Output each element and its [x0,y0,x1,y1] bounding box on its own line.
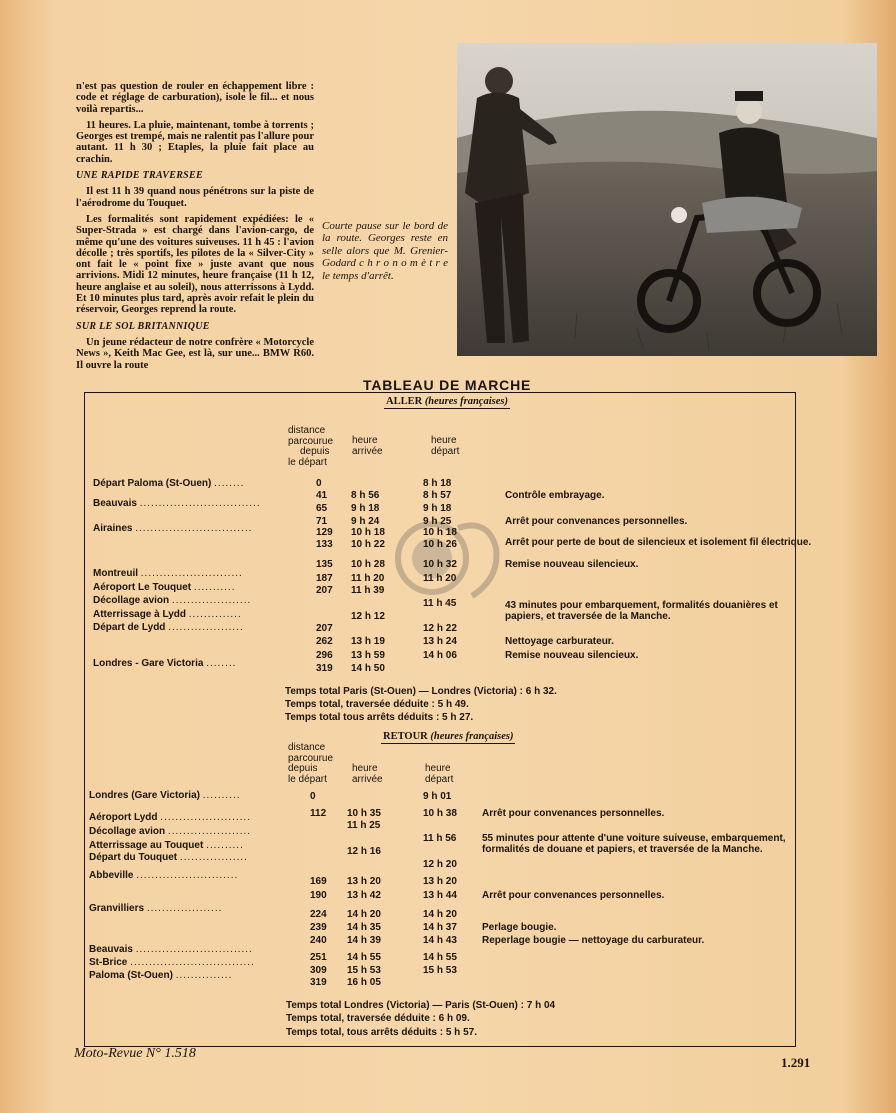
header-line: distance [288,742,326,753]
stage-name [93,568,243,580]
arrival-cell: 9 h 18 [351,503,380,514]
retour-subtitle: (heures françaises) [430,731,514,742]
total-time-line: Temps total, traversée déduite : 5 h 49. [285,699,469,710]
header-line: heure [431,435,457,446]
distance-cell: 309 [310,965,327,976]
departure-cell: 11 h 56 [423,833,457,844]
arrival-cell: 13 h 20 [347,876,381,887]
stage-label: Départ du Touquet [89,852,180,863]
arrival-cell: 13 h 42 [347,890,381,901]
stage-name [93,595,251,607]
header-line: heure [352,435,378,446]
leader-dots: ............... [175,970,233,981]
leader-dots: ........ [206,658,237,669]
intro-paragraph: Il est 11 h 39 quand nous pénétrons sur la piste de l'aérodrome du Touquet. [76,186,314,209]
stage-label: Aéroport Le Touquet [93,582,194,593]
leader-dots: ........ [214,478,245,489]
stage-label: Airaines [93,523,136,534]
distance-cell: 65 [316,503,328,514]
total-time-line: Temps total, tous arrêts déduits : 5 h 57. [286,1027,477,1038]
arrival-cell: 10 h 22 [351,539,385,550]
header-line: départ [425,773,454,785]
leader-dots: ............................... [135,523,253,534]
remark-cell: Remise nouveau silencieux. [505,650,639,661]
total-time-line: Temps total, traversée déduite : 6 h 09. [286,1013,470,1024]
leader-dots: ..................... [171,595,252,606]
arrival-cell: 10 h 35 [347,808,381,819]
intro-paragraph: 11 heures. La pluie, maintenant, tombe à torrents ; Georges est trempé, mais ne ralentit pas l'allure pour autant. 11 h 30 ; Etaples, la pluie fait place au crachin. [76,119,314,165]
page-number: 1.291 [781,1055,811,1070]
header-distance [288,426,333,468]
table-title: TABLEAU DE MARCHE [363,377,532,393]
header-line: parcourue [288,752,334,764]
stage-label: Départ de Lydd [93,622,169,633]
arrival-cell: 16 h 05 [347,977,381,988]
leader-dots: .............. [188,609,242,620]
stage-label: Londres (Gare Victoria) [89,790,203,801]
stage-name [93,622,244,634]
departure-cell: 14 h 55 [423,952,457,963]
distance-cell: 0 [316,478,322,489]
departure-cell: 12 h 20 [423,859,457,870]
aller-section-title [384,396,510,409]
departure-cell: 13 h 20 [423,876,457,887]
header-line: distance [288,425,326,436]
distance-cell: 262 [316,636,333,647]
arrival-cell: 14 h 55 [347,952,381,963]
leader-dots: ........................... [140,568,243,579]
departure-cell: 10 h 18 [423,527,457,538]
total-time-line: Temps total Paris (St-Ouen) — Londres (Victoria) : 6 h 32. [285,686,557,697]
remark-cell: 55 minutes pour attente d'une voiture suiveuse, embarquement, formalités de douane et papiers, et traversée de la Manche. [482,833,786,855]
distance-cell: 41 [316,490,328,501]
aller-title: ALLER [386,396,423,407]
distance-cell: 71 [316,516,328,527]
arrival-cell: 14 h 39 [347,935,381,946]
remark-cell: Perlage bougie. [482,922,557,933]
distance-cell: 169 [310,876,327,887]
total-time-line: Temps total tous arrêts déduits : 5 h 27. [285,712,474,723]
leader-dots: ........................ [160,812,251,823]
arrival-cell: 15 h 53 [347,965,381,976]
departure-cell: 9 h 18 [423,503,452,514]
retour-section-title [381,731,515,744]
distance-cell: 0 [310,791,316,802]
stage-label: Londres - Gare Victoria [93,658,207,669]
header-line: depuis [300,446,330,457]
stage-name [93,658,236,670]
distance-cell: 240 [310,935,327,946]
header-arrivee [352,764,383,785]
header-line: heure [425,763,451,774]
leader-dots: ........... [193,582,236,593]
intro-column [76,81,314,376]
header-arrivee [352,436,383,457]
arrival-cell: 11 h 39 [351,585,385,596]
remark-cell: Remise nouveau silencieux. [505,559,639,570]
stage-label: Abbeville [89,870,137,881]
arrival-cell: 14 h 20 [347,909,381,920]
stage-label: Atterrissage au Touquet [89,840,207,851]
header-line: heure [352,763,378,774]
header-line: le départ [288,456,327,468]
distance-cell: 319 [316,663,333,674]
departure-cell: 14 h 20 [423,909,457,920]
remark-cell: Reperlage bougie — nettoyage du carburateur. [482,935,705,946]
distance-cell: 133 [316,539,333,550]
header-line: depuis [288,763,318,774]
stage-name [89,790,241,802]
departure-cell: 12 h 22 [423,623,457,634]
retour-title: RETOUR [383,731,428,742]
departure-cell: 13 h 44 [423,890,457,901]
stage-label: Décollage avion [93,595,172,606]
departure-cell: 10 h 32 [423,559,457,570]
departure-cell: 14 h 06 [423,650,457,661]
leader-dots: ................................ [139,498,261,509]
remark-cell: Arrêt pour convenances personnelles. [482,808,665,819]
stage-label: St-Brice [89,957,131,968]
arrival-cell: 13 h 59 [351,650,385,661]
arrival-cell: 13 h 19 [351,636,385,647]
section-heading: SUR LE SOL BRITANNIQUE [76,320,210,332]
leader-dots: .......... [206,840,244,851]
photo-illustration [457,43,877,356]
stage-name [89,826,251,838]
stage-label: Granvilliers [89,903,147,914]
remark-cell: Contrôle embrayage. [505,490,605,501]
remark-cell: Arrêt pour convenances personnelles. [505,516,688,527]
photo-caption: Courte pause sur le bord de la route. Georges reste en selle alors que M. Grenier-Godard c h r o n o m è t r e le temps d'arrêt. [322,220,448,282]
leader-dots: ............................... [135,944,253,955]
stage-name [89,812,251,824]
remark-cell: Arrêt pour perte de bout de silencieux et isolement fil électrique. [505,537,812,548]
stage-label: Beauvais [93,498,140,509]
intro-paragraph: Un jeune rédacteur de notre confrère « Motorcycle News », Keith Mac Gee, est là, sur une... BMW R60. Il ouvre la route [76,336,314,371]
leader-dots: ...................... [167,826,252,837]
stage-name [93,498,261,510]
departure-cell: 14 h 37 [423,922,457,933]
stage-name [89,903,222,915]
section-heading: UNE RAPIDE TRAVERSEE [76,170,203,182]
departure-cell: 11 h 45 [423,598,457,609]
distance-cell: 207 [316,623,333,634]
stage-name [93,523,252,535]
leader-dots: ........................... [136,870,239,881]
stage-name [93,582,235,594]
header-line: parcourue [288,435,334,447]
stage-name [89,840,244,852]
header-depart [431,436,459,457]
stage-name [93,609,242,621]
distance-cell: 129 [316,527,333,538]
total-time-line: Temps total Londres (Victoria) — Paris (St-Ouen) : 7 h 04 [286,1000,556,1011]
header-line: arrivée [352,773,383,785]
header-line: arrivée [352,445,383,457]
departure-cell: 9 h 01 [423,791,452,802]
departure-cell: 10 h 26 [423,539,457,550]
distance-cell: 190 [310,890,327,901]
stage-label: Paloma (St-Ouen) [89,970,176,981]
header-distance [288,743,333,785]
arrival-cell: 12 h 16 [347,846,381,857]
remark-cell: 43 minutes pour embarquement, formalités douanières et papiers, et traversée de la Manche. [505,600,778,622]
leader-dots: ................................. [130,957,255,968]
stage-label: Décollage avion [89,826,168,837]
distance-cell: 319 [310,977,327,988]
distance-cell: 224 [310,909,327,920]
remark-cell: Arrêt pour convenances personnelles. [482,890,665,901]
distance-cell: 296 [316,650,333,661]
departure-cell: 8 h 18 [423,478,452,489]
stage-name [93,478,244,490]
departure-cell: 8 h 57 [423,490,452,501]
stage-label: Aéroport Lydd [89,812,161,823]
stage-label: Montreuil [93,568,141,579]
leader-dots: .......... [202,790,241,801]
leader-dots: .................. [179,852,248,863]
arrival-cell: 10 h 28 [351,559,385,570]
arrival-cell: 10 h 18 [351,527,385,538]
arrival-cell: 11 h 20 [351,573,385,584]
header-line: le départ [288,773,327,785]
distance-cell: 207 [316,585,333,596]
intro-paragraph: Les formalités sont rapidement expédiées: le « Super-Strada » est chargé dans l'avion-cargo, de même qu'une des voitures suiveuses. 11 h 45 : l'avion décolle ; très sportifs, les pilotes de la « Silver-City » ont fait le « point fixe » juste avant que nous arrivions. Midi 12 minutes, heure française (11 h 12, heure anglaise et au soleil), nous atterrissons à Lydd. Et 10 minutes plus tard, après avoir refait le plein du réservoir, Georges reprend la route. [76,213,314,316]
header-line: départ [431,445,460,457]
magazine-issue: Moto-Revue N° 1.518 [74,1046,196,1061]
arrival-cell: 9 h 24 [351,516,380,527]
arrival-cell: 11 h 25 [347,820,381,831]
stage-name [89,944,253,956]
stage-name [89,970,232,982]
stage-label: Beauvais [89,944,136,955]
distance-cell: 251 [310,952,327,963]
distance-cell: 112 [310,808,327,819]
stage-name [89,957,255,969]
arrival-cell: 14 h 50 [351,663,385,674]
departure-cell: 13 h 24 [423,636,457,647]
stage-label: Atterrissage à Lydd [93,609,189,620]
departure-cell: 9 h 25 [423,516,452,527]
stage-name [89,852,248,864]
intro-paragraph: n'est pas question de rouler en échappement libre : code et réglage de carburation), isole le fil... et nous voilà repartis... [76,81,314,115]
stage-name [89,870,238,882]
stage-label: Départ Paloma (St-Ouen) [93,478,215,489]
departure-cell: 15 h 53 [423,965,457,976]
distance-cell: 187 [316,573,333,584]
photo-roadside-stop [457,43,877,356]
departure-cell: 10 h 38 [423,808,457,819]
arrival-cell: 8 h 56 [351,490,380,501]
aller-subtitle: (heures françaises) [424,396,508,407]
distance-cell: 135 [316,559,333,570]
departure-cell: 14 h 43 [423,935,457,946]
leader-dots: .................... [168,622,244,633]
header-depart [425,764,453,785]
departure-cell: 11 h 20 [423,573,457,584]
remark-cell: Nettoyage carburateur. [505,636,614,647]
distance-cell: 239 [310,922,327,933]
arrival-cell: 12 h 12 [351,611,385,622]
leader-dots: .................... [146,903,223,914]
arrival-cell: 14 h 35 [347,922,381,933]
